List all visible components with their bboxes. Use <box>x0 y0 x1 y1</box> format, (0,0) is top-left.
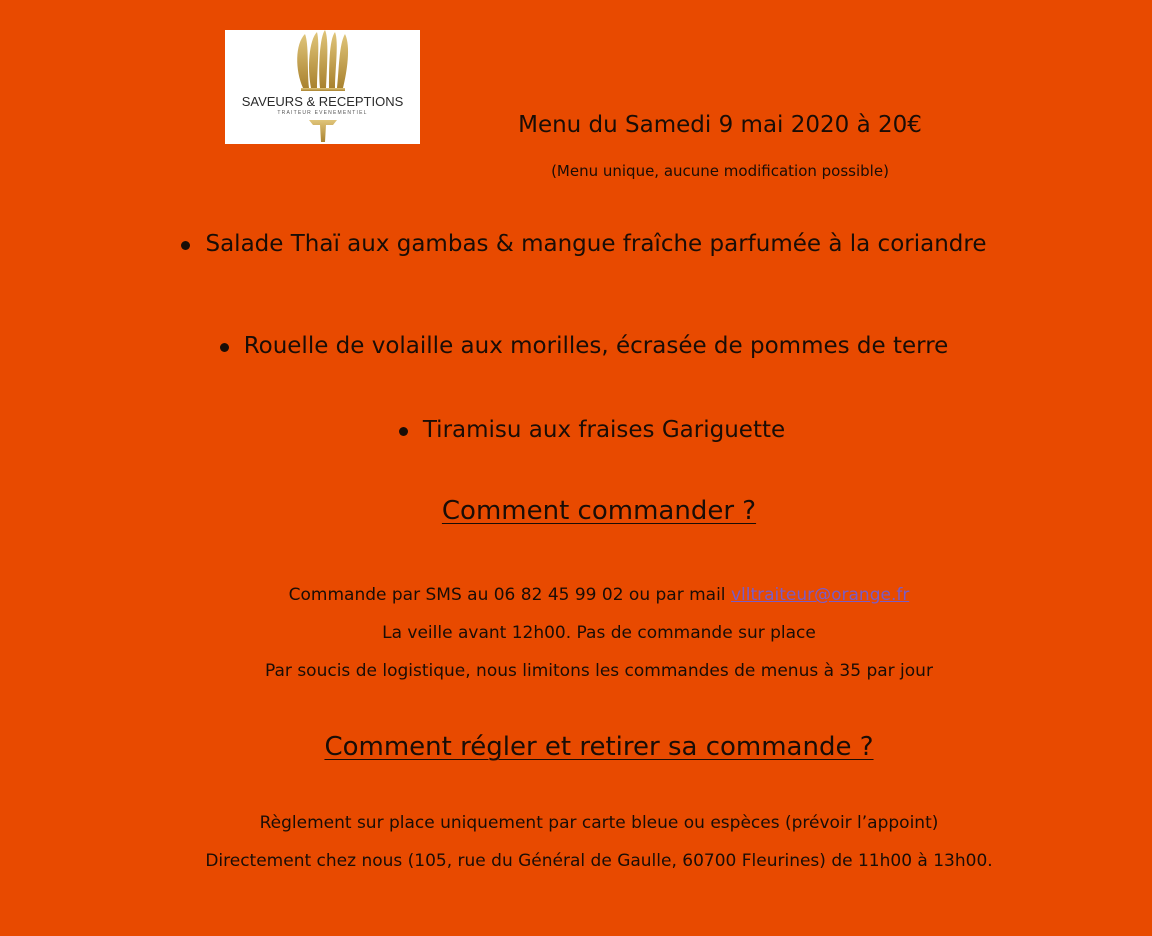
dish-item <box>8 231 1152 257</box>
pickup-heading: Comment régler et retirer sa commande ? <box>324 732 874 762</box>
bullet-icon <box>220 343 229 352</box>
logo-brand: SAVEURS & RECEPTIONS <box>241 94 404 109</box>
payment-line: Règlement sur place uniquement par carte bleue ou espèces (prévoir l’appoint) <box>259 813 939 833</box>
order-heading: Comment commander ? <box>441 496 757 526</box>
menu-title: Menu du Samedi 9 mai 2020 à 20€ <box>518 112 922 138</box>
menu-note: (Menu unique, aucune modification possible) <box>551 162 889 180</box>
bullet-icon <box>181 241 190 250</box>
dish-label: Salade Thaï aux gambas & mangue fraîche parfumée à la coriandre <box>205 231 987 257</box>
dish-label: Rouelle de volaille aux morilles, écrasée de pommes de terre <box>243 333 949 359</box>
order-contact-text: Commande par SMS au 06 82 45 99 02 ou par mail <box>288 585 731 605</box>
order-deadline-line: La veille avant 12h00. Pas de commande sur place <box>382 623 816 643</box>
dish-label: Tiramisu aux fraises Gariguette <box>422 417 786 443</box>
order-limit-line: Par soucis de logistique, nous limitons les commandes de menus à 35 par jour <box>265 661 933 681</box>
order-contact-line <box>0 585 1152 605</box>
dish-item <box>16 417 1152 443</box>
address-line: Directement chez nous (105, rue du Général de Gaulle, 60700 Fleurines) de 11h00 à 13h00. <box>205 851 993 871</box>
email-link[interactable]: vlltraiteur@orange.fr <box>730 585 910 605</box>
chef-hat-icon <box>225 30 420 144</box>
logo-tagline: TRAITEUR EVENEMENTIEL <box>277 110 368 116</box>
bullet-icon <box>399 427 408 436</box>
logo <box>225 30 420 144</box>
dish-item <box>8 333 1152 359</box>
